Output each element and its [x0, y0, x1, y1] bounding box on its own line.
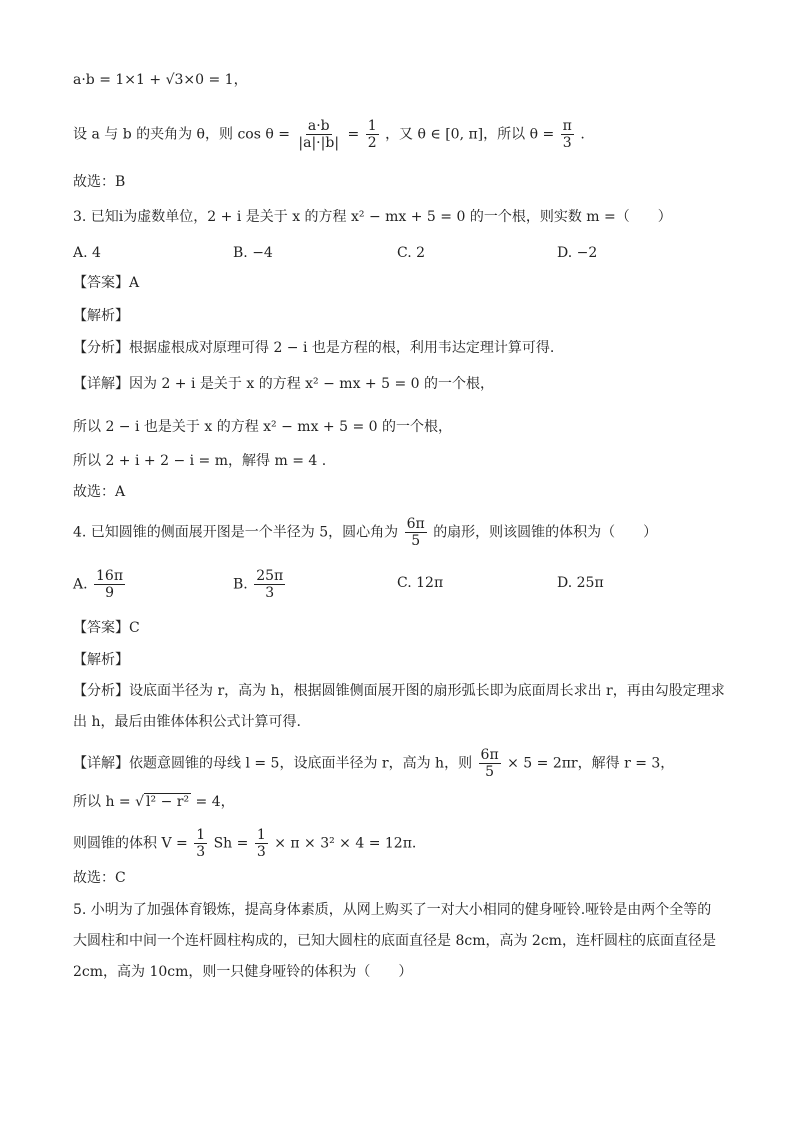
fraction-angle [405, 516, 427, 549]
fraction-half [366, 118, 379, 151]
q4-detail [73, 747, 674, 780]
option-text: 12π [416, 575, 444, 591]
text: Sh = [213, 835, 249, 852]
text: 设 a 与 b 的夹角为 θ，则 cos θ = [73, 126, 290, 143]
q4-option-a [73, 568, 127, 601]
text: 则圆锥的体积 V = [73, 835, 188, 852]
text: 4. 已知圆锥的侧面展开图是一个半径为 5，圆心角为 [73, 524, 399, 541]
frac-den: 3 [256, 844, 266, 860]
q3-option-a: A. 4 [73, 245, 101, 261]
line-dot-product: a·b = 1×1 + √3×0 = 1， [73, 72, 248, 88]
option-text: 25π [576, 575, 604, 591]
frac-den: 3 [196, 844, 206, 860]
frac-den: 3 [265, 585, 275, 601]
q4-analysis-1: 【分析】设底面半径为 r，高为 h，根据圆锥侧面展开图的扇形弧长即为底面周长求出 r，再由勾股定理求 [73, 683, 725, 699]
question-5-line-3: 2cm，高为 10cm，则一只健身哑铃的体积为（ ） [73, 964, 413, 980]
option-fraction [94, 568, 125, 601]
text: × π × 3² × 4 = 12π. [274, 835, 417, 852]
frac-den: 5 [411, 533, 421, 549]
frac-num: a·b [307, 118, 330, 134]
frac-den: 9 [105, 585, 114, 601]
frac-num: 25π [256, 568, 284, 584]
fraction-pi [561, 118, 574, 151]
text: = [347, 126, 360, 143]
option-label: C. [397, 575, 412, 591]
q3-answer: 【答案】A [73, 275, 140, 291]
text: ，又 θ ∈ [0, π]，所以 θ = [385, 126, 555, 143]
q4-step-1: 所以 h = √ l² − r² = 4， [73, 794, 235, 810]
fraction-cos [296, 118, 341, 151]
q4-option-c [397, 573, 443, 593]
frac-num: 16π [96, 568, 124, 584]
question-5-line-2: 大圆柱和中间一个连杆圆柱构成的，已知大圆柱的底面直径是 8cm，高为 2cm，连杆圆柱的底面直径是 [73, 933, 716, 949]
q3-detail: 【详解】因为 2 + i 是关于 x 的方程 x² − mx + 5 = 0 的一个根， [73, 376, 494, 392]
text: 【详解】依题意圆锥的母线 l = 5，设底面半径为 r，高为 h，则 [73, 755, 473, 772]
option-label: D. [557, 575, 573, 591]
q3-analysis: 【分析】根据虚根成对原理可得 2 − i 也是方程的根，利用韦达定理计算可得. [73, 340, 555, 356]
frac-num: 1 [256, 827, 266, 843]
text: × 5 = 2πr，解得 r = 3， [507, 755, 675, 772]
frac-num: 1 [367, 118, 377, 134]
q4-step-2 [73, 827, 416, 860]
q3-option-c: C. 2 [397, 245, 426, 261]
q4-jiexi: 【解析】 [73, 652, 129, 668]
fraction-third [255, 827, 268, 860]
line-choice-b: 故选：B [73, 174, 126, 190]
frac-den: 5 [485, 764, 495, 780]
frac-num: 6π [480, 747, 499, 763]
q3-option-d: D. −2 [557, 245, 598, 261]
q3-jiexi: 【解析】 [73, 308, 129, 324]
q3-option-b: B. −4 [233, 245, 273, 261]
q4-answer: 【答案】C [73, 620, 140, 636]
frac-num: π [562, 118, 572, 134]
frac-den: 2 [367, 135, 377, 151]
text: 的扇形，则该圆锥的体积为（ ） [433, 524, 658, 541]
text: = 4， [195, 794, 235, 810]
option-fraction [254, 568, 285, 601]
q4-choice: 故选：C [73, 870, 126, 886]
question-5-line-1: 5. 小明为了加强体育锻炼，提高身体素质，从网上购买了一对大小相同的健身哑铃.哑铃是由两个全等的 [73, 902, 712, 918]
frac-den: 3 [562, 135, 572, 151]
q4-option-b [233, 568, 287, 601]
text: 所以 h = [73, 794, 131, 810]
radicand: l² − r² [146, 794, 190, 810]
text: . [580, 126, 585, 143]
option-label: A. [73, 576, 88, 593]
q3-choice: 故选：A [73, 484, 126, 500]
fraction-third [194, 827, 207, 860]
option-label: B. [233, 576, 248, 593]
q4-option-d [557, 573, 604, 593]
q3-step-2: 所以 2 + i + 2 − i = m，解得 m = 4 . [73, 453, 327, 469]
q4-analysis-2: 出 h，最后由锥体体积公式计算可得. [73, 714, 301, 730]
question-4 [73, 516, 657, 549]
frac-num: 6π [406, 516, 425, 532]
question-3: 3. 已知i为虚数单位，2 + i 是关于 x 的方程 x² − mx + 5 = 0 的一个根，则实数 m =（ ） [73, 209, 672, 225]
frac-den: |a|·|b| [298, 135, 340, 151]
frac-num: 1 [196, 827, 206, 843]
line-angle [73, 118, 585, 151]
fraction-angle [479, 747, 501, 780]
q3-step-1: 所以 2 − i 也是关于 x 的方程 x² − mx + 5 = 0 的一个根， [73, 419, 452, 435]
